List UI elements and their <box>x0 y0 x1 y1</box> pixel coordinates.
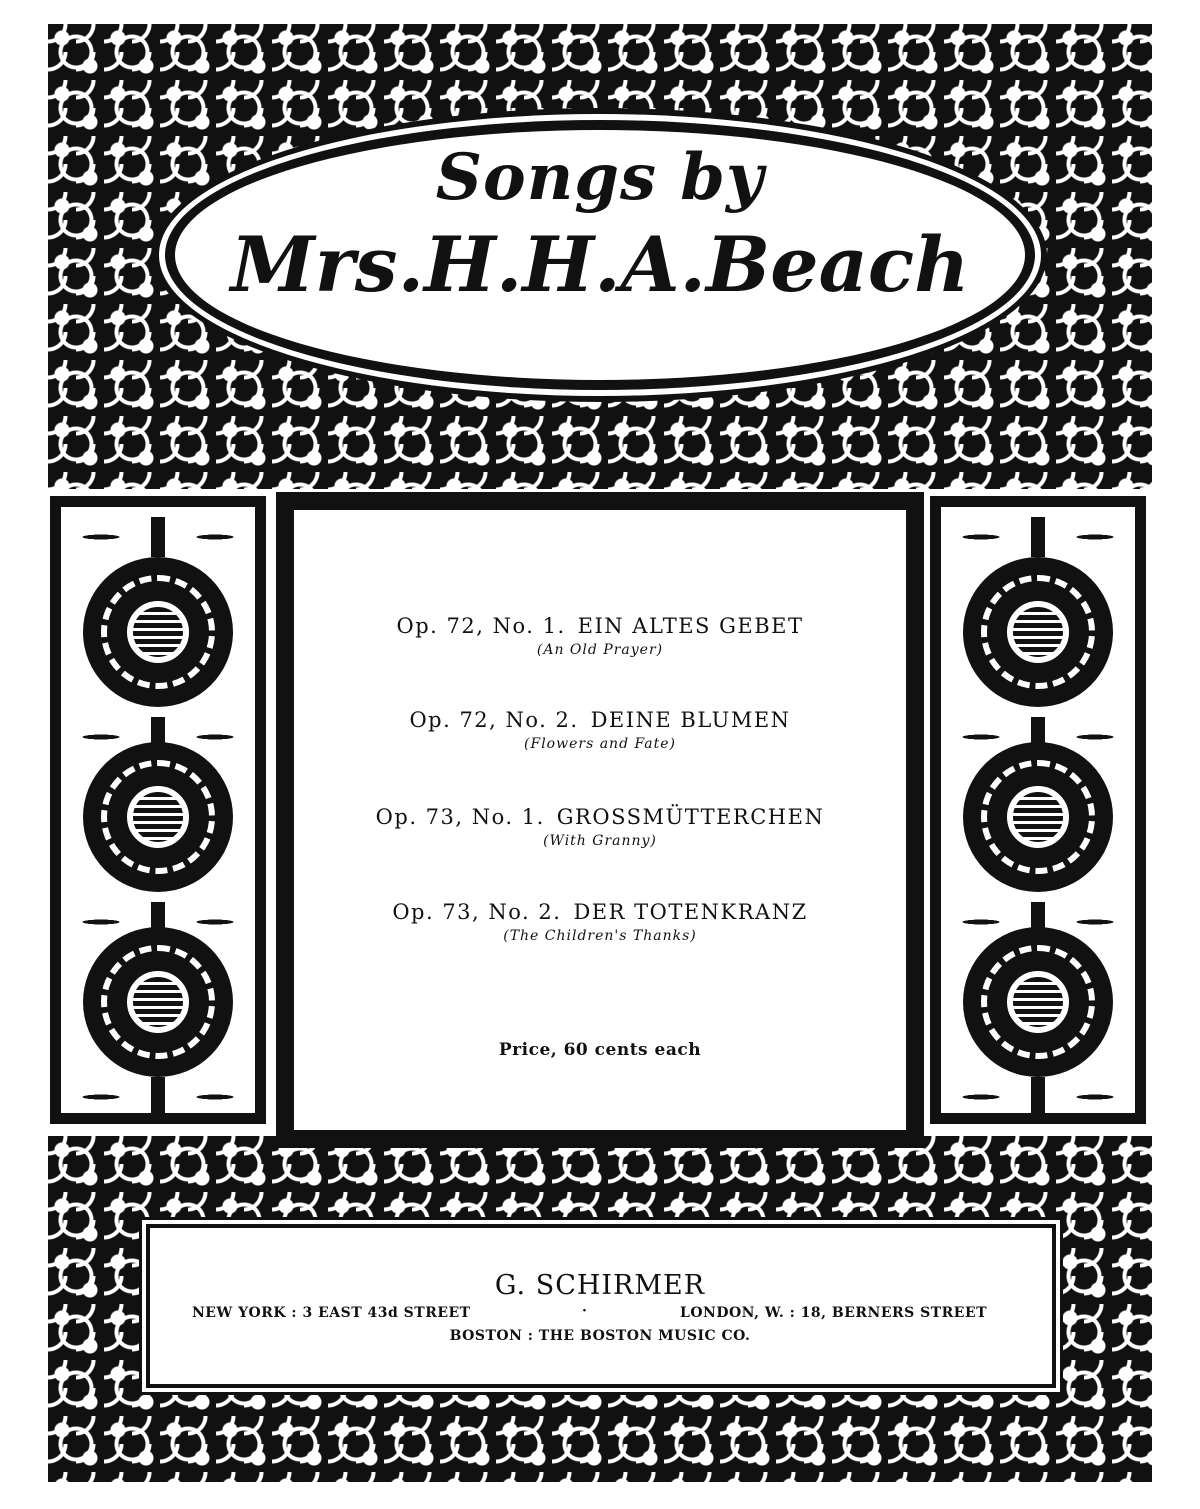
leaf-ornament-icon <box>63 1077 253 1117</box>
song-entry <box>0 805 1200 849</box>
song-title-line <box>0 900 1200 924</box>
song-translation: (The Children's Thanks) <box>503 928 697 944</box>
song-name: GROSSMÜTTERCHEN <box>556 805 825 829</box>
song-opus: Op. 73, No. 2. <box>392 900 562 924</box>
song-entry <box>0 708 1200 752</box>
song-opus: Op. 72, No. 1. <box>396 614 566 638</box>
song-title-line <box>0 805 1200 829</box>
title-composer: Mrs.H.H.A.Beach <box>230 220 970 309</box>
song-translation: (An Old Prayer) <box>536 642 664 658</box>
song-name: EIN ALTES GEBET <box>577 614 804 638</box>
price-text: Price, 60 cents each <box>498 1040 702 1060</box>
song-entry <box>0 614 1200 658</box>
leaf-ornament-icon <box>63 517 253 557</box>
song-name: DEINE BLUMEN <box>590 708 791 732</box>
publisher-new-york-address: NEW YORK : 3 EAST 43d STREET <box>192 1305 471 1321</box>
address-separator: · <box>582 1303 587 1319</box>
song-name: DER TOTENKRANZ <box>573 900 808 924</box>
song-opus: Op. 72, No. 2. <box>409 708 579 732</box>
song-entry <box>0 900 1200 944</box>
song-opus: Op. 73, No. 1. <box>375 805 545 829</box>
song-translation: (With Granny) <box>543 833 657 849</box>
song-translation: (Flowers and Fate) <box>524 736 676 752</box>
title-songs-by: Songs by <box>435 140 765 215</box>
publisher-name: G. SCHIRMER <box>494 1270 706 1301</box>
publisher-london-address: LONDON, W. : 18, BERNERS STREET <box>680 1305 988 1321</box>
leaf-ornament-icon <box>943 1077 1133 1117</box>
song-title-line <box>0 614 1200 638</box>
song-title-line <box>0 708 1200 732</box>
leaf-ornament-icon <box>943 517 1133 557</box>
publisher-boston-address: BOSTON : THE BOSTON MUSIC CO. <box>449 1328 751 1344</box>
